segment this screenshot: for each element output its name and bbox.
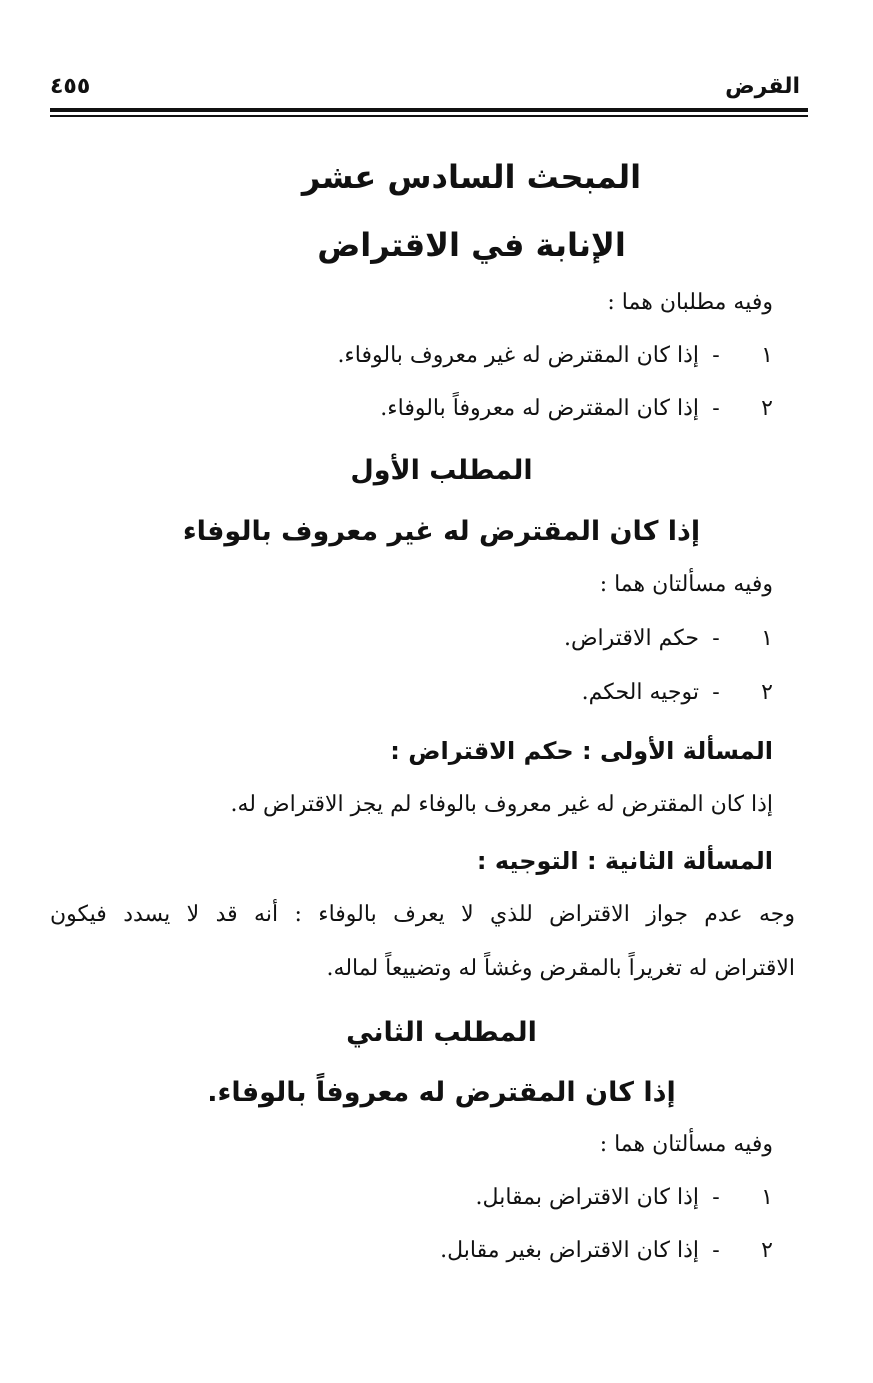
part1-intro: وفيه مسألتان هما : (599, 572, 773, 597)
section-title: المبحث السادس عشر (301, 158, 642, 196)
question2-text-line1: وجه عدم جواز الاقتراض للذي لا يعرف بالوفاء : أنه قد لا يسدد فيكون (50, 902, 795, 927)
question1-heading: المسألة الأولى : حكم الاقتراض : (390, 737, 773, 765)
chapter-title: القرض (725, 74, 800, 99)
running-header (50, 68, 808, 108)
section-subtitle: الإنابة في الاقتراض (317, 226, 626, 264)
list-item-text: توجيه الحكم. (581, 680, 699, 705)
page-number: ٤٥٥ (50, 74, 91, 99)
list-item-text: حكم الاقتراض. (563, 626, 699, 651)
list-item-number: ٢ (761, 680, 773, 705)
list-item-text: إذا كان الاقتراض بغير مقابل. (440, 1238, 699, 1263)
list-item-number: ٢ (761, 1238, 773, 1263)
part2-title: المطلب الثاني (346, 1017, 537, 1048)
list-item: ٢-إذا كان الاقتراض بغير مقابل. (440, 1238, 773, 1263)
question2-heading: المسألة الثانية : التوجيه : (476, 847, 773, 875)
header-rule-thick (50, 108, 808, 112)
list-item: ١-إذا كان المقترض له غير معروف بالوفاء. (337, 343, 773, 368)
part2-intro: وفيه مسألتان هما : (599, 1132, 773, 1157)
list-item-number: ٢ (761, 396, 773, 421)
part1-title: المطلب الأول (350, 455, 533, 486)
question2-text-line2: الاقتراض له تغريراً بالمقرض وغشاً له وتضييعاً لماله. (326, 956, 795, 981)
list-item-text: إذا كان الاقتراض بمقابل. (475, 1185, 699, 1210)
list-item: ١-حكم الاقتراض. (563, 626, 773, 651)
list-item-number: ١ (761, 626, 773, 651)
header-rule-thin (50, 115, 808, 117)
list-item-text: إذا كان المقترض له معروفاً بالوفاء. (380, 396, 699, 421)
list-item-number: ١ (761, 343, 773, 368)
list-item: ١-إذا كان الاقتراض بمقابل. (475, 1185, 773, 1210)
section-intro: وفيه مطلبان هما : (607, 290, 773, 315)
list-item: ٢-توجيه الحكم. (581, 680, 773, 705)
part2-subtitle: إذا كان المقترض له معروفاً بالوفاء. (207, 1077, 676, 1108)
list-item: ٢-إذا كان المقترض له معروفاً بالوفاء. (380, 396, 773, 421)
list-item-number: ١ (761, 1185, 773, 1210)
part1-subtitle: إذا كان المقترض له غير معروف بالوفاء (182, 516, 701, 547)
list-item-text: إذا كان المقترض له غير معروف بالوفاء. (337, 343, 699, 368)
question1-text: إذا كان المقترض له غير معروف بالوفاء لم يجز الاقتراض له. (230, 792, 773, 817)
